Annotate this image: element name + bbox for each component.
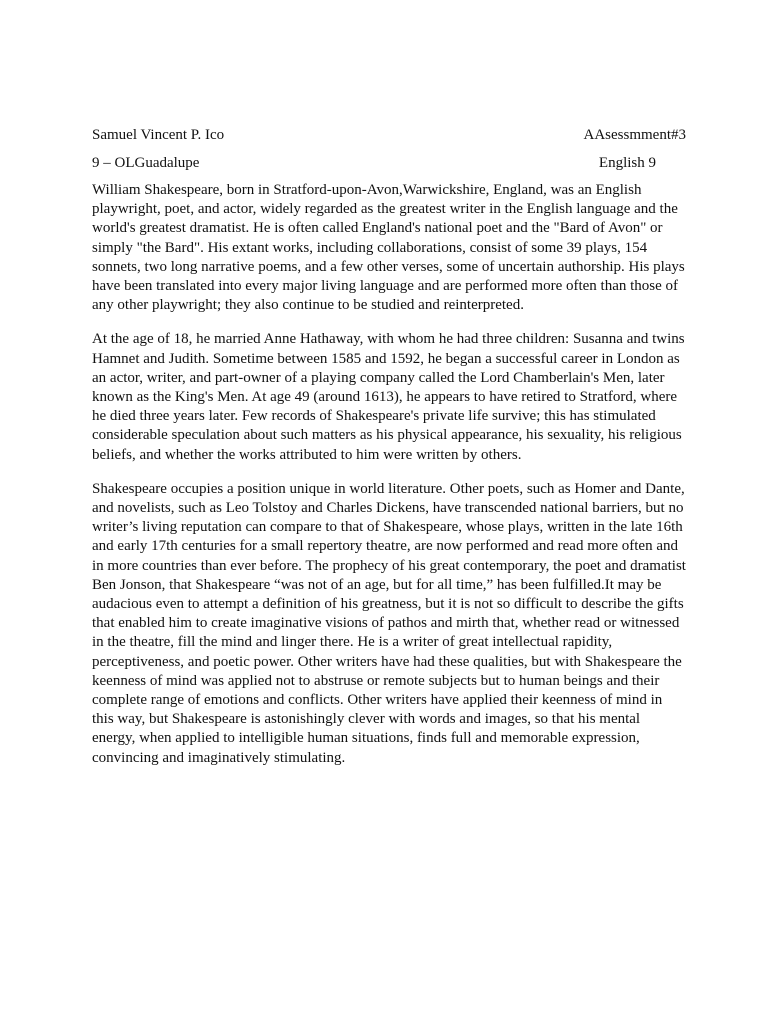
subject-label: English 9 (598, 155, 656, 171)
paragraph-biography: William Shakespeare, born in Stratford-upon-Avon,Warwickshire, England, was an English playwright, poet, and actor, widely regarded as the greatest writer in the English language and the world's greatest dramatist. He is often called England's national poet and the "Bard of Avon" or simply "the Bard". His extant works, including collaborations, consist of some 39 plays, 154 sonnets, two long narrative poems, and a few other verses, some of uncertain authorship. His plays have been translated into every major living language and are performed more often than those of any other playwright; they also continue to be studied and reinterpreted. (92, 182, 685, 314)
author-name: Samuel Vincent P. Ico (92, 127, 225, 143)
paragraph-life: At the age of 18, he married Anne Hathaway, with whom he had three children: Susanna and twins Hamnet and Judith. Sometime between 1585 and 1592, he began a successful career in London as an actor, writer, and part-owner of a playing company called the Lord Chamberlain's Men, later known as the King's Men. At age 49 (around 1613), he appears to have retired to Stratford, where he died three years later. Few records of Shakespeare's private life survive; this has stimulated considerable speculation about such matters as his physical appearance, his sexuality, his religious beliefs, and whether the works attributed to him were written by others. (92, 331, 685, 463)
essay-body (92, 181, 686, 768)
section-name: 9 – OLGuadalupe (92, 155, 200, 171)
paragraph-legacy: Shakespeare occupies a position unique in world literature. Other poets, such as Homer and Dante, and novelists, such as Leo Tolstoy and Charles Dickens, have transcended national barriers, but no writer’s living reputation can compare to that of Shakespeare, whose plays, written in the late 16th and early 17th centuries for a small repertory theatre, are now performed and read more often and in more countries than ever before. The prophecy of his great contemporary, the poet and dramatist Ben Jonson, that Shakespeare “was not of an age, but for all time,” has been fulfilled.It may be audacious even to attempt a definition of his greatness, but it is not so difficult to describe the gifts that enabled him to create imaginative visions of pathos and mirth that, whether read or witnessed in the theatre, fill the mind and linger there. He is a writer of great intellectual rapidity, perceptiveness, and poetic power. Other writers have had these qualities, but with Shakespeare the keenness of mind was applied not to abstruse or remote subjects but to human beings and their complete range of emotions and conflicts. Other writers have applied their keenness of mind in this way, but Shakespeare is astonishingly clever with words and images, so that his mental energy, when applied to intelligible human situations, finds full and memorable expression, convincing and imaginatively stimulating. (92, 480, 686, 766)
header-row-author (92, 126, 686, 145)
header-row-section (92, 154, 686, 173)
assignment-label: AAsessmment#3 (583, 127, 686, 143)
